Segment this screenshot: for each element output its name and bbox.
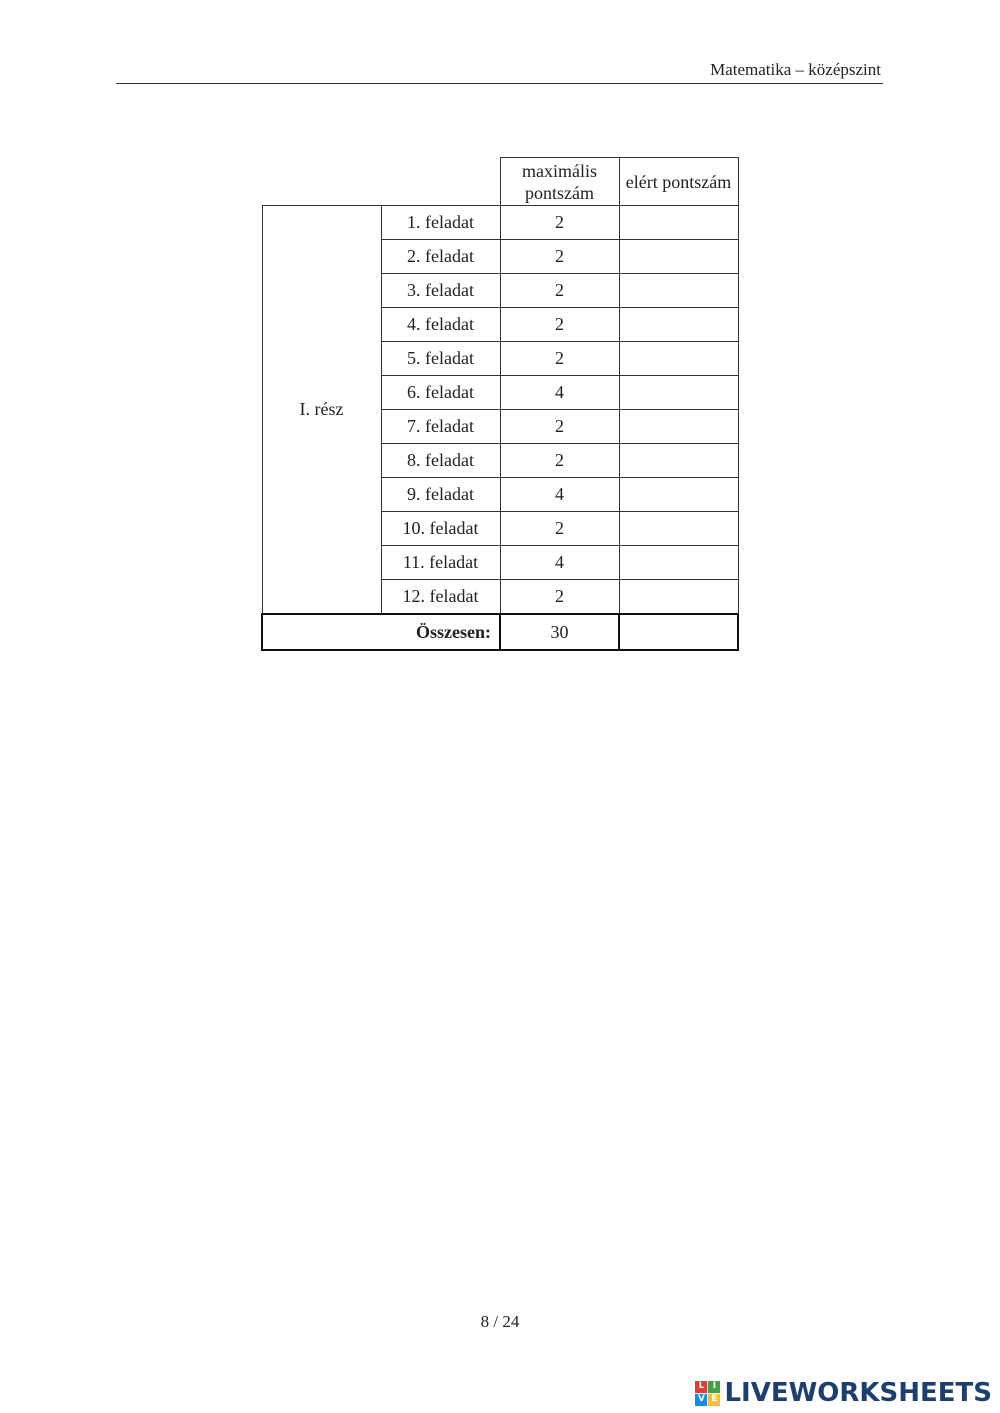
achieved-score-cell[interactable] (619, 240, 738, 274)
page-header-title: Matematika – középszint (710, 60, 881, 79)
max-score-cell: 4 (500, 478, 619, 512)
liveworksheets-logo[interactable] (695, 1377, 992, 1409)
part-label: I. rész (262, 206, 381, 615)
max-score-cell: 2 (500, 580, 619, 615)
total-row (262, 614, 738, 650)
task-label: 7. feladat (381, 410, 500, 444)
max-score-cell: 2 (500, 342, 619, 376)
total-label: Összesen: (262, 614, 500, 650)
task-label: 1. feladat (381, 206, 500, 240)
max-score-cell: 2 (500, 410, 619, 444)
logo-letter-e: E (708, 1394, 720, 1406)
logo-letter-i: I (708, 1381, 720, 1393)
task-label: 2. feladat (381, 240, 500, 274)
achieved-score-cell[interactable] (619, 410, 738, 444)
header-rule (116, 83, 883, 84)
max-score-cell: 4 (500, 376, 619, 410)
achieved-score-cell[interactable] (619, 206, 738, 240)
max-score-cell: 2 (500, 274, 619, 308)
task-label: 12. feladat (381, 580, 500, 615)
max-score-cell: 2 (500, 240, 619, 274)
table-header-row (262, 158, 738, 206)
logo-letter-v: V (695, 1394, 707, 1406)
task-label: 4. feladat (381, 308, 500, 342)
achieved-score-cell[interactable] (619, 444, 738, 478)
task-label: 6. feladat (381, 376, 500, 410)
task-label: 5. feladat (381, 342, 500, 376)
achieved-score-cell[interactable] (619, 580, 738, 615)
liveworksheets-icon (695, 1381, 720, 1406)
achieved-score-cell[interactable] (619, 274, 738, 308)
achieved-score-cell[interactable] (619, 342, 738, 376)
page-number: 8 / 24 (480, 1312, 520, 1331)
header-achieved-score: elért pontszám (619, 158, 738, 206)
achieved-score-cell[interactable] (619, 478, 738, 512)
max-score-cell: 2 (500, 444, 619, 478)
achieved-score-cell[interactable] (619, 308, 738, 342)
max-score-cell: 2 (500, 206, 619, 240)
logo-letter-l: L (695, 1381, 707, 1393)
liveworksheets-wordmark: LIVEWORKSHEETS (724, 1378, 992, 1408)
total-max-score: 30 (500, 614, 619, 650)
score-table (261, 157, 739, 651)
achieved-score-cell[interactable] (619, 546, 738, 580)
table-row (262, 206, 738, 240)
achieved-score-cell[interactable] (619, 376, 738, 410)
total-achieved-score[interactable] (619, 614, 738, 650)
task-label: 9. feladat (381, 478, 500, 512)
task-label: 8. feladat (381, 444, 500, 478)
task-label: 11. feladat (381, 546, 500, 580)
max-score-cell: 4 (500, 546, 619, 580)
max-score-cell: 2 (500, 308, 619, 342)
task-label: 3. feladat (381, 274, 500, 308)
achieved-score-cell[interactable] (619, 512, 738, 546)
header-max-score: maximális pontszám (500, 158, 619, 206)
task-label: 10. feladat (381, 512, 500, 546)
max-score-cell: 2 (500, 512, 619, 546)
